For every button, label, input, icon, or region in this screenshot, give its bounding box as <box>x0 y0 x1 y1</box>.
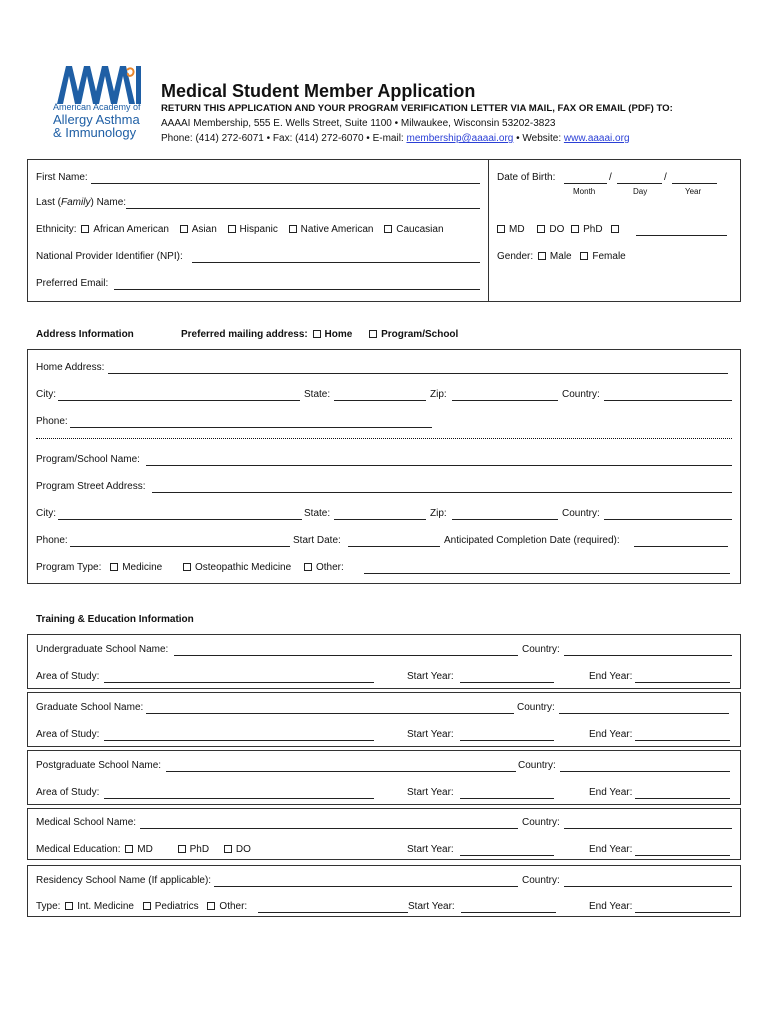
graduate-end-field[interactable] <box>635 729 730 741</box>
program-phone-field[interactable] <box>70 535 290 547</box>
residency-type-checkbox[interactable] <box>65 902 73 910</box>
residency-type-checkbox[interactable] <box>143 902 151 910</box>
program-street-field[interactable] <box>152 481 732 493</box>
logo-sub2: Allergy Asthma <box>53 112 140 127</box>
postgrad-end-field[interactable] <box>635 787 730 799</box>
gender-label: Gender: <box>497 251 534 262</box>
graduate-country-label: Country: <box>517 702 555 713</box>
program-country-label: Country: <box>562 508 600 519</box>
undergrad-end-field[interactable] <box>635 671 730 683</box>
program-zip-label: Zip: <box>430 508 447 519</box>
first-name-label: First Name: <box>36 172 88 183</box>
ethnicity-checkbox[interactable] <box>289 225 297 233</box>
postgrad-country-field[interactable] <box>560 760 730 772</box>
mailing-preference: Preferred mailing address: Home Program/School <box>181 329 459 340</box>
start-date-label: Start Date: <box>293 535 341 546</box>
dob-separator: / <box>664 172 667 183</box>
degree-checkbox[interactable] <box>497 225 505 233</box>
training-section-title: Training & Education Information <box>36 614 194 625</box>
program-type-label: Program Type: <box>36 562 102 573</box>
residency-type-label: Type: <box>36 901 61 912</box>
contact-line <box>161 132 630 146</box>
dob-separator: / <box>609 172 612 183</box>
undergrad-end-label: End Year: <box>589 671 633 682</box>
medical-start-field[interactable] <box>460 844 554 856</box>
graduate-area-field[interactable] <box>104 729 374 741</box>
completion-date-label: Anticipated Completion Date (required): <box>444 535 620 546</box>
graduate-school-field[interactable] <box>146 702 514 714</box>
program-school-name-label: Program/School Name: <box>36 454 140 465</box>
logo-sub3: & Immunology <box>53 125 137 140</box>
postgrad-area-field[interactable] <box>104 787 374 799</box>
website-link[interactable]: www.aaaai.org <box>563 133 630 144</box>
gender-checkbox[interactable] <box>580 252 588 260</box>
degree-checkbox[interactable] <box>571 225 579 233</box>
residency-school-label: Residency School Name (If applicable): <box>36 875 212 886</box>
program-country-field[interactable] <box>604 508 732 520</box>
ethnicity-row: Ethnicity: African American Asian Hispanic Native American Caucasian <box>36 224 444 235</box>
address-section-title: Address Information <box>36 329 134 340</box>
graduate-area-label: Area of Study: <box>36 729 100 740</box>
section-separator <box>36 438 732 439</box>
medical-education-checkbox[interactable] <box>224 845 232 853</box>
graduate-country-field[interactable] <box>559 702 729 714</box>
dob-month-field[interactable] <box>564 172 607 184</box>
undergrad-area-field[interactable] <box>104 671 374 683</box>
address-box <box>27 349 741 584</box>
medical-education-label: Medical Education: <box>36 844 121 855</box>
medical-education-checkbox[interactable] <box>178 845 186 853</box>
postgraduate-box <box>27 750 741 805</box>
graduate-school-label: Graduate School Name: <box>36 702 144 713</box>
dob-year-caption: Year <box>685 187 702 196</box>
aaaai-logo-mark <box>57 64 141 106</box>
postgrad-end-label: End Year: <box>589 787 633 798</box>
dob-day-field[interactable] <box>617 172 662 184</box>
home-state-field[interactable] <box>334 389 426 401</box>
residency-end-field[interactable] <box>635 901 730 913</box>
first-name-field[interactable] <box>91 172 480 184</box>
last-name-label: Last (Family) Name: <box>36 197 127 208</box>
medical-end-field[interactable] <box>635 844 730 856</box>
page-title: Medical Student Member Application <box>161 81 476 101</box>
gender-checkbox[interactable] <box>538 252 546 260</box>
undergraduate-box <box>27 634 741 689</box>
residency-start-field[interactable] <box>461 901 556 913</box>
postgrad-country-label: Country: <box>518 760 556 771</box>
program-street-label: Program Street Address: <box>36 481 146 492</box>
ethnicity-label: Ethnicity: <box>36 224 77 235</box>
medical-school-field[interactable] <box>140 817 518 829</box>
residency-school-field[interactable] <box>214 875 518 887</box>
undergrad-country-field[interactable] <box>564 644 732 656</box>
mailing-address: AAAAI Membership, 555 E. Wells Street, Suite 1100 • Milwaukee, Wisconsin 53202-3823 <box>161 118 556 129</box>
program-zip-field[interactable] <box>452 508 558 520</box>
program-state-label: State: <box>304 508 331 519</box>
home-country-field[interactable] <box>604 389 732 401</box>
medical-country-field[interactable] <box>564 817 732 829</box>
undergrad-start-field[interactable] <box>460 671 554 683</box>
dob-label: Date of Birth: <box>497 172 556 183</box>
divider <box>488 160 489 301</box>
residency-start-label: Start Year: <box>408 901 455 912</box>
ethnicity-checkbox[interactable] <box>81 225 89 233</box>
residency-type-row: Type: Int. Medicine Pediatrics Other: <box>36 901 248 912</box>
mailing-school-checkbox[interactable] <box>369 330 377 338</box>
home-phone-field[interactable] <box>70 416 432 428</box>
program-phone-label: Phone: <box>36 535 68 546</box>
program-school-name-field[interactable] <box>146 454 732 466</box>
program-type-checkbox[interactable] <box>304 563 312 571</box>
degree-other-checkbox[interactable] <box>611 225 619 233</box>
medical-education-checkbox[interactable] <box>125 845 133 853</box>
residency-country-label: Country: <box>522 875 560 886</box>
personal-info-box <box>27 159 741 302</box>
contact-prefix: Phone: (414) 272-6071 • Fax: (414) 272-6070 • E-mail: <box>161 133 407 144</box>
postgrad-school-field[interactable] <box>166 760 516 772</box>
home-phone-label: Phone: <box>36 416 68 427</box>
return-instructions: RETURN THIS APPLICATION AND YOUR PROGRAM VERIFICATION LETTER VIA MAIL, FAX OR EMAIL (PDF) TO: <box>161 103 673 114</box>
logo-sub1: American Academy of <box>53 102 141 112</box>
undergrad-school-label: Undergraduate School Name: <box>36 644 169 655</box>
undergrad-start-label: Start Year: <box>407 671 454 682</box>
last-name-field[interactable] <box>126 197 480 209</box>
program-type-checkbox[interactable] <box>110 563 118 571</box>
npi-label: National Provider Identifier (NPI): <box>36 251 183 262</box>
website-prefix: • Website: <box>513 133 564 144</box>
preferred-email-field[interactable] <box>114 278 480 290</box>
residency-type-checkbox[interactable] <box>207 902 215 910</box>
preferred-email-label: Preferred Email: <box>36 278 109 289</box>
home-address-field[interactable] <box>108 362 728 374</box>
medical-end-label: End Year: <box>589 844 633 855</box>
degree-other-field[interactable] <box>636 224 727 236</box>
program-city-label: City: <box>36 508 56 519</box>
home-city-field[interactable] <box>58 389 300 401</box>
home-country-label: Country: <box>562 389 600 400</box>
dob-year-field[interactable] <box>672 172 717 184</box>
ethnicity-checkbox[interactable] <box>180 225 188 233</box>
home-address-label: Home Address: <box>36 362 105 373</box>
ethnicity-checkbox[interactable] <box>228 225 236 233</box>
start-date-field[interactable] <box>348 535 440 547</box>
completion-date-field[interactable] <box>634 535 728 547</box>
dob-day-caption: Day <box>633 187 648 196</box>
postgrad-school-label: Postgraduate School Name: <box>36 760 162 771</box>
medical-start-label: Start Year: <box>407 844 454 855</box>
dob-month-caption: Month <box>573 187 596 196</box>
medical-country-label: Country: <box>522 817 560 828</box>
residency-other-field[interactable] <box>258 901 408 913</box>
mailing-home-checkbox[interactable] <box>313 330 321 338</box>
residency-country-field[interactable] <box>564 875 732 887</box>
ethnicity-checkbox[interactable] <box>384 225 392 233</box>
program-type-row: Program Type: Medicine Osteopathic Medicine Other: <box>36 562 344 573</box>
program-city-field[interactable] <box>58 508 302 520</box>
program-type-other-field[interactable] <box>364 562 730 574</box>
postgrad-start-field[interactable] <box>460 787 554 799</box>
graduate-box <box>27 692 741 747</box>
medical-school-box <box>27 808 741 860</box>
undergrad-country-label: Country: <box>522 644 560 655</box>
graduate-start-field[interactable] <box>460 729 554 741</box>
email-link[interactable]: membership@aaaai.org <box>406 133 514 144</box>
degree-row: MD DO PhD <box>497 223 623 237</box>
undergrad-area-label: Area of Study: <box>36 671 100 682</box>
postgrad-start-label: Start Year: <box>407 787 454 798</box>
medical-school-label: Medical School Name: <box>36 817 137 828</box>
home-state-label: State: <box>304 389 331 400</box>
program-type-checkbox[interactable] <box>183 563 191 571</box>
home-zip-field[interactable] <box>452 389 558 401</box>
graduate-start-label: Start Year: <box>407 729 454 740</box>
gender-row: Gender: Male Female <box>497 251 626 262</box>
undergrad-school-field[interactable] <box>174 644 518 656</box>
residency-end-label: End Year: <box>589 901 633 912</box>
program-state-field[interactable] <box>334 508 426 520</box>
degree-checkbox[interactable] <box>537 225 545 233</box>
home-city-label: City: <box>36 389 56 400</box>
residency-box <box>27 865 741 917</box>
graduate-end-label: End Year: <box>589 729 633 740</box>
medical-education-row: Medical Education: MD PhD DO <box>36 844 251 855</box>
home-zip-label: Zip: <box>430 389 447 400</box>
npi-field[interactable] <box>192 251 480 263</box>
postgrad-area-label: Area of Study: <box>36 787 100 798</box>
